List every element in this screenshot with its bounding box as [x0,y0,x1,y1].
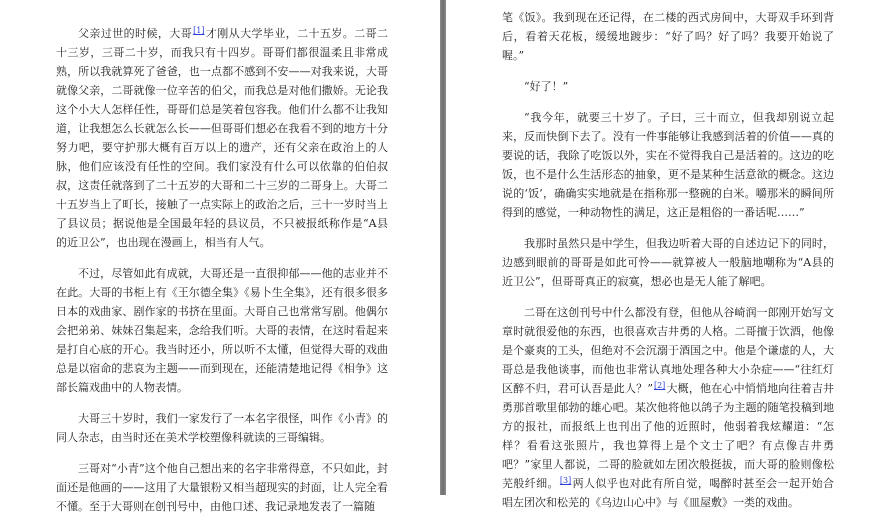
left-page [0,0,440,513]
paragraph [502,108,834,222]
text-run: 二哥在这创刊号中什么都没有登，但他从谷崎润一郎刚开始写文章时就很爱他的东西，也很喜欢吉井勇的人格。二哥擅于饮酒，他像是个豪爽的工头，但绝对不会沉溺于酒国之中。他是个谦虚的人，大哥总是我他谈事，而他也非常认真地处理各种大小杂症——“往红灯区醉不归，君可认吾是此人？” [502,306,834,395]
text-run: 笔《饭》。我到现在还记得，在二楼的西式房间中，大哥双手环到背后，看着天花板，缓缓地踱步：“好了吗？好了吗？我要开始说了喔。” [502,11,834,62]
text-run: “好了！” [524,80,569,93]
text-run: 三哥对“小青”这个他自己想出来的名字非常得意，不只如此，封面还是他画的——这用了大量银粉又相当超现实的封面，让人完全看不懂。至于大哥则在创刊号中，由他口述、我记录地发表了一篇随 [56,462,388,513]
text-run: 才刚从大学毕业，二十五岁。二哥二十三岁，三哥二十岁，而我只有十四岁。哥哥们都很温柔且非常成熟，所以我就算死了爸爸，也一点都不感到不安——对我来说，大哥就像父亲，二哥就像一位辛苦的伯父，而我总是对他们撒娇。无论我这个小大人怎样任性，哥哥们总是笑着包容我。他们什么都不让我知道，让我想怎么长就怎么长——但哥哥们想必在我看不到的地方十分努力吧，要守护那大概有百万以上的遗产，还有父亲在政治上的人脉，他们应该没有任性的空间。我们家没有什么可以依靠的伯伯叔叔，这责任就落到了二十五岁的大哥和二十三岁的二哥身上。大哥二十五岁当上了町长，接触了一点实际上的政治之后，三十一岁时当上了县议员；据说他是全国最年轻的县议员，不只被报纸称作是“A县的近卫公”，也出现在漫画上，相当有人气。 [56,27,389,249]
paragraph [502,303,834,512]
footnote-link[interactable]: [3] [559,476,572,485]
text-run: 两人似乎也对此有所自觉，喝醉时甚至会一起开始合唱左团次和松芜的《乌边山心中》与《皿屋敷》一类的戏曲。 [502,477,835,509]
text-run: 父亲过世的时候，大哥 [78,27,193,40]
paragraph [56,264,388,397]
right-page [446,0,886,509]
text-run: 大概，他在心中悄悄地向往着吉井勇那首歌里郁勃的雄心吧。某次他将他以鸽子为主题的随笔投稿到地方的报社，而报纸上也刊出了他的近照时，他弱着我炫耀道：“怎样？看看这张照片，我也算得上是个文士了吧？有点像吉井勇吧？”家里人都说，二哥的脸就如左团次般挺拔，而大哥的脸则像松芜般纤细。 [502,382,835,490]
left-page-text [56,24,388,528]
paragraph [56,24,388,252]
text-run: 大哥三十岁时，我们一家发行了一本名字很怪，叫作《小青》的同人杂志，由当时还在美术学校塑像科就读的三哥编辑。 [56,412,388,444]
footnote-link[interactable]: [1] [193,26,205,35]
footnote-link[interactable]: [2] [653,381,666,390]
text-run: “我今年，就要三十岁了。子曰，三十而立，但我却别说立起来，反而快倒下去了。没有一件事能够让我感到活着的价值——真的要说的话，我除了吃饭以外，实在不觉得我自己是活着的。这边的吃饭，也不是什么生活形态的抽象，更不是某种生活意欲的概念。这边说的‘饭’，确确实实地就是在指称那一整碗的白米。嚼那米的瞬间所得到的感觉，一种动物性的满足，这正是粗俗的一番话呢……” [502,111,834,219]
paragraph [502,77,834,96]
text-run: 我那时虽然只是中学生，但我边听着大哥的自述边记下的同时，边感到眼前的哥哥是如此可怜——就算被人一般脑地嘲称为“A县的近卫公”，但哥哥真正的寂寞，想必也是无人能了解吧。 [502,237,834,288]
paragraph [502,8,834,65]
paragraph [502,234,834,291]
right-page-text [502,8,834,524]
paragraph [56,459,388,516]
text-run: 不过，尽管如此有成就，大哥还是一直很抑郁——他的志业并不在此。大哥的书柜上有《王尔德全集》《易卜生全集》，还有很多很多日本的戏曲家、剧作家的书挤在里面。大哥自己也常常写剧。他偶尔会把弟弟、妹妹召集起来，念给我们听。大哥的表情，在这时看起来是打自心底的开心。我当时还小，所以听不太懂，但觉得大哥的戏曲总是以宿命的悲哀为主题——而到现在，还能清楚地记得《相争》这部长篇戏曲中的人物表情。 [56,267,388,394]
paragraph [56,409,388,447]
